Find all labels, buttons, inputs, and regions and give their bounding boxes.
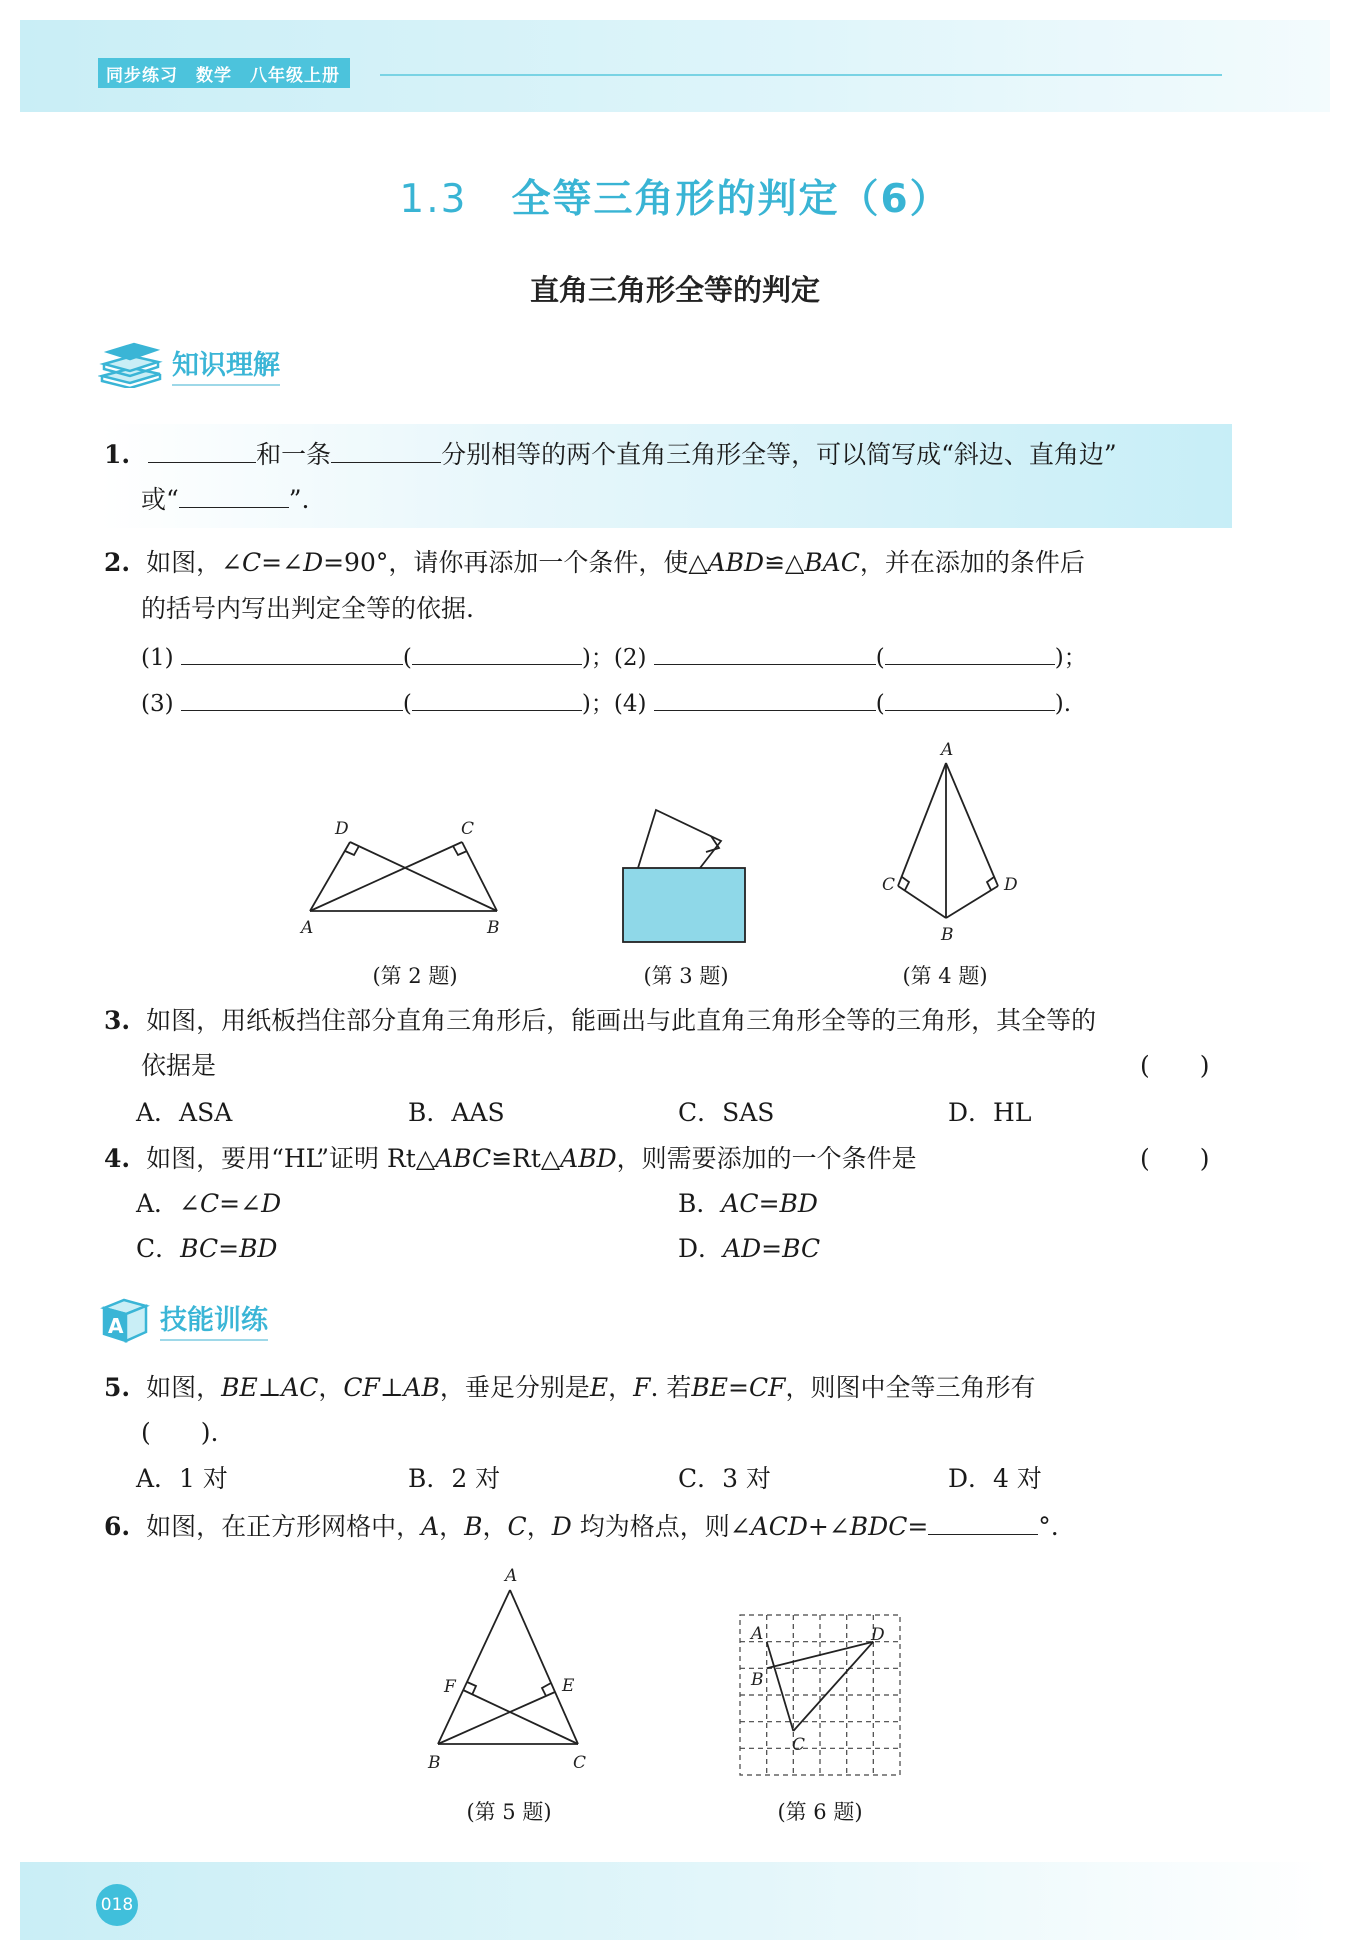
books-icon	[98, 340, 164, 388]
option-text: D．	[678, 1234, 724, 1263]
q3-line1	[104, 1004, 1096, 1038]
cover-board	[623, 868, 745, 942]
reason-blank[interactable]	[885, 638, 1055, 665]
answer-blank[interactable]	[181, 638, 403, 665]
math-var: BE	[691, 1373, 729, 1402]
reason-blank[interactable]	[412, 684, 582, 711]
math-var: CF	[343, 1373, 380, 1402]
q5-option-d[interactable]: D．4 对	[948, 1464, 1042, 1493]
paren: (	[402, 691, 412, 717]
q5-text: 如图，	[146, 1373, 222, 1402]
q2-line2: 的括号内写出判定全等的依据.	[141, 594, 474, 623]
figure-q5	[420, 1560, 600, 1780]
answer-blank[interactable]	[654, 638, 876, 665]
math-var: AD	[723, 1234, 762, 1263]
q6-text: °.	[1038, 1512, 1059, 1541]
label-A: A	[941, 740, 954, 760]
math-var: D	[551, 1512, 572, 1541]
math-var: ABD	[560, 1144, 617, 1173]
q1-text: 分别相等的两个直角三角形全等，可以简写成“斜边、直角边”	[441, 440, 1117, 469]
punct: ；	[590, 691, 614, 717]
math-var: BC	[782, 1234, 821, 1263]
math-var: AC	[281, 1373, 319, 1402]
answer-blank[interactable]	[654, 684, 876, 711]
q1-line1	[104, 436, 1117, 472]
q5-text: . 若	[650, 1373, 692, 1402]
chapter-name: 全等三角形的判定（6）	[511, 177, 951, 222]
math-var: BD	[239, 1234, 278, 1263]
math-var: A	[421, 1512, 440, 1541]
option-text: =	[758, 1189, 780, 1218]
label-A: A	[505, 1566, 518, 1586]
paren: (	[402, 645, 412, 671]
answer-blank[interactable]	[179, 481, 289, 508]
q2-text: 如图，∠	[146, 548, 243, 577]
label-D: D	[871, 1625, 885, 1645]
math-var: ACD	[750, 1512, 808, 1541]
option-text: C．	[136, 1234, 181, 1263]
label-B: B	[751, 1670, 764, 1690]
q5-text: ，则图中全等三角形有	[785, 1373, 1036, 1402]
figure-q3	[615, 800, 755, 950]
q5-text: ，	[318, 1373, 344, 1402]
math-var: BE	[221, 1373, 258, 1402]
answer-blank[interactable]	[928, 1508, 1038, 1535]
option-text: A．∠	[136, 1189, 201, 1218]
q2-text: ，并在添加的条件后	[859, 548, 1085, 577]
q1-text: ”.	[288, 485, 310, 514]
page-number: 018	[96, 1884, 138, 1926]
q4-option-c[interactable]	[136, 1232, 277, 1266]
q6-text: =	[907, 1512, 929, 1541]
answer-paren[interactable]: ( )	[1140, 1144, 1210, 1173]
paren: )	[1054, 691, 1064, 717]
caption-fig6: (第 6 题)	[777, 1800, 863, 1824]
q2-blank-row1	[141, 638, 1087, 675]
math-var: C	[507, 1512, 527, 1541]
math-var: BDC	[849, 1512, 908, 1541]
q3-option-a[interactable]: A．ASA	[136, 1098, 233, 1127]
q1-text: 或“	[141, 485, 179, 514]
q6-text: 均为格点，则∠	[571, 1512, 751, 1541]
q4-line1	[104, 1142, 917, 1176]
section-subtitle: 直角三角形全等的判定	[529, 273, 820, 307]
label-D: D	[1004, 875, 1018, 895]
book-header-tab	[98, 58, 350, 88]
blank-index: (4)	[613, 691, 647, 717]
q6-line1	[104, 1508, 1059, 1544]
math-var: F	[633, 1373, 651, 1402]
math-var: D	[261, 1189, 282, 1218]
math-var: CF	[748, 1373, 786, 1402]
blank-index: (3)	[141, 691, 174, 717]
question-number: 1.	[104, 440, 131, 469]
header-item: 数学	[196, 65, 232, 86]
answer-blank[interactable]	[148, 436, 256, 463]
q5-text: ，	[608, 1373, 634, 1402]
label-C: C	[882, 875, 896, 895]
math-var: D	[303, 548, 324, 577]
math-var: E	[589, 1373, 609, 1402]
q3-option-b[interactable]: B．AAS	[408, 1098, 505, 1127]
label-A: A	[301, 918, 314, 938]
q2-text: ≌△	[764, 548, 805, 577]
section-label: 知识理解	[172, 343, 280, 386]
q5-text: ⊥	[379, 1373, 404, 1402]
section-knowledge	[98, 340, 280, 388]
punct: ；	[1063, 645, 1087, 671]
label-B: B	[487, 918, 500, 938]
math-var: BD	[779, 1189, 818, 1218]
option-text: =	[218, 1234, 240, 1263]
caption-fig2: (第 2 题)	[372, 964, 458, 988]
label-C: C	[461, 819, 475, 839]
option-text: B．	[678, 1189, 722, 1218]
header-item: 八年级上册	[250, 65, 340, 86]
label-C: C	[573, 1753, 587, 1773]
q2-blank-row2	[141, 684, 1071, 721]
question-number: 6.	[104, 1512, 131, 1541]
header-rule	[380, 74, 1222, 76]
question-number: 4.	[104, 1144, 131, 1173]
q4-option-a[interactable]	[136, 1187, 281, 1221]
q4-option-d[interactable]	[678, 1232, 820, 1266]
q3-text: 如图，用纸板挡住部分直角三角形后，能画出与此直角三角形全等的三角形，其全等的	[146, 1006, 1097, 1035]
q5-text: =	[728, 1373, 749, 1402]
q2-text: =90°，请你再添加一个条件，使△	[323, 548, 708, 577]
paren: (	[875, 691, 885, 717]
q1-text: 和一条	[256, 440, 332, 469]
label-B: B	[428, 1753, 441, 1773]
math-var: C	[200, 1189, 220, 1218]
q4-text: ≌Rt△	[491, 1144, 561, 1173]
figure-q6	[735, 1610, 905, 1780]
figure-q4	[860, 738, 1040, 950]
caption-fig5: (第 5 题)	[466, 1800, 552, 1824]
paren: )	[581, 691, 591, 717]
q4-text: 如图，要用“HL”证明 Rt△	[146, 1144, 436, 1173]
q5-option-b[interactable]: B．2 对	[408, 1464, 501, 1493]
q3-line2: 依据是	[141, 1051, 217, 1080]
q6-text: ，	[526, 1512, 552, 1541]
question-number: 3.	[104, 1006, 131, 1035]
q5-text: ，垂足分别是	[439, 1373, 590, 1402]
q6-text: +∠	[807, 1512, 850, 1541]
math-var: B	[464, 1512, 483, 1541]
option-text: =	[761, 1234, 783, 1263]
q4-text: ，则需要添加的一个条件是	[616, 1144, 917, 1173]
paren: )	[581, 645, 591, 671]
footer-band	[20, 1862, 1330, 1940]
q3-option-d[interactable]: D．HL	[948, 1098, 1032, 1127]
q5-option-c[interactable]: C．3 对	[678, 1464, 771, 1493]
q6-text: ，	[439, 1512, 465, 1541]
question-number: 2.	[104, 548, 131, 577]
q5-option-a[interactable]: A．1 对	[136, 1464, 228, 1493]
caption-fig4: (第 4 题)	[902, 964, 988, 988]
q5-text: ⊥	[257, 1373, 282, 1402]
q6-text: ，	[482, 1512, 508, 1541]
section-skills	[100, 1294, 268, 1344]
svg-text:A: A	[108, 1314, 124, 1338]
label-B: B	[941, 925, 954, 945]
q4-option-b[interactable]	[678, 1187, 818, 1221]
answer-paren[interactable]: ( ).	[141, 1418, 219, 1447]
q6-text: 如图，在正方形网格中，	[146, 1512, 422, 1541]
chapter-title	[0, 168, 1350, 224]
blank-index: (1)	[141, 645, 174, 671]
label-A: A	[751, 1624, 764, 1644]
question-number: 5.	[104, 1373, 131, 1402]
math-var: AB	[403, 1373, 440, 1402]
paren: (	[875, 645, 885, 671]
header-item: 同步练习	[106, 65, 178, 86]
q3-option-c[interactable]: C．SAS	[678, 1098, 775, 1127]
punct: .	[1063, 691, 1072, 717]
figure-q2	[290, 815, 520, 940]
cube-a-icon	[100, 1294, 152, 1344]
reason-blank[interactable]	[412, 638, 582, 665]
label-F: F	[444, 1677, 456, 1697]
caption-fig3: (第 3 题)	[643, 964, 729, 988]
blank-index: (2)	[613, 645, 647, 671]
math-var: ABC	[435, 1144, 492, 1173]
label-D: D	[335, 819, 349, 839]
option-text: =∠	[219, 1189, 262, 1218]
reason-blank[interactable]	[885, 684, 1055, 711]
answer-paren[interactable]: ( )	[1140, 1051, 1210, 1080]
math-var: BAC	[804, 548, 860, 577]
math-var: AC	[721, 1189, 759, 1218]
math-var: ABD	[707, 548, 765, 577]
label-C: C	[792, 1735, 806, 1755]
section-label: 技能训练	[160, 1298, 268, 1341]
math-var: BC	[180, 1234, 219, 1263]
chapter-number: 1.3	[399, 177, 468, 222]
q5-line1	[104, 1371, 1035, 1405]
math-var: C	[242, 548, 262, 577]
paren: )	[1054, 645, 1064, 671]
label-E: E	[562, 1676, 575, 1696]
q2-text: =∠	[261, 548, 304, 577]
answer-blank[interactable]	[181, 684, 403, 711]
q1-line2	[141, 481, 310, 517]
punct: ；	[590, 645, 614, 671]
answer-blank[interactable]	[331, 436, 441, 463]
q2-line1	[104, 546, 1085, 580]
